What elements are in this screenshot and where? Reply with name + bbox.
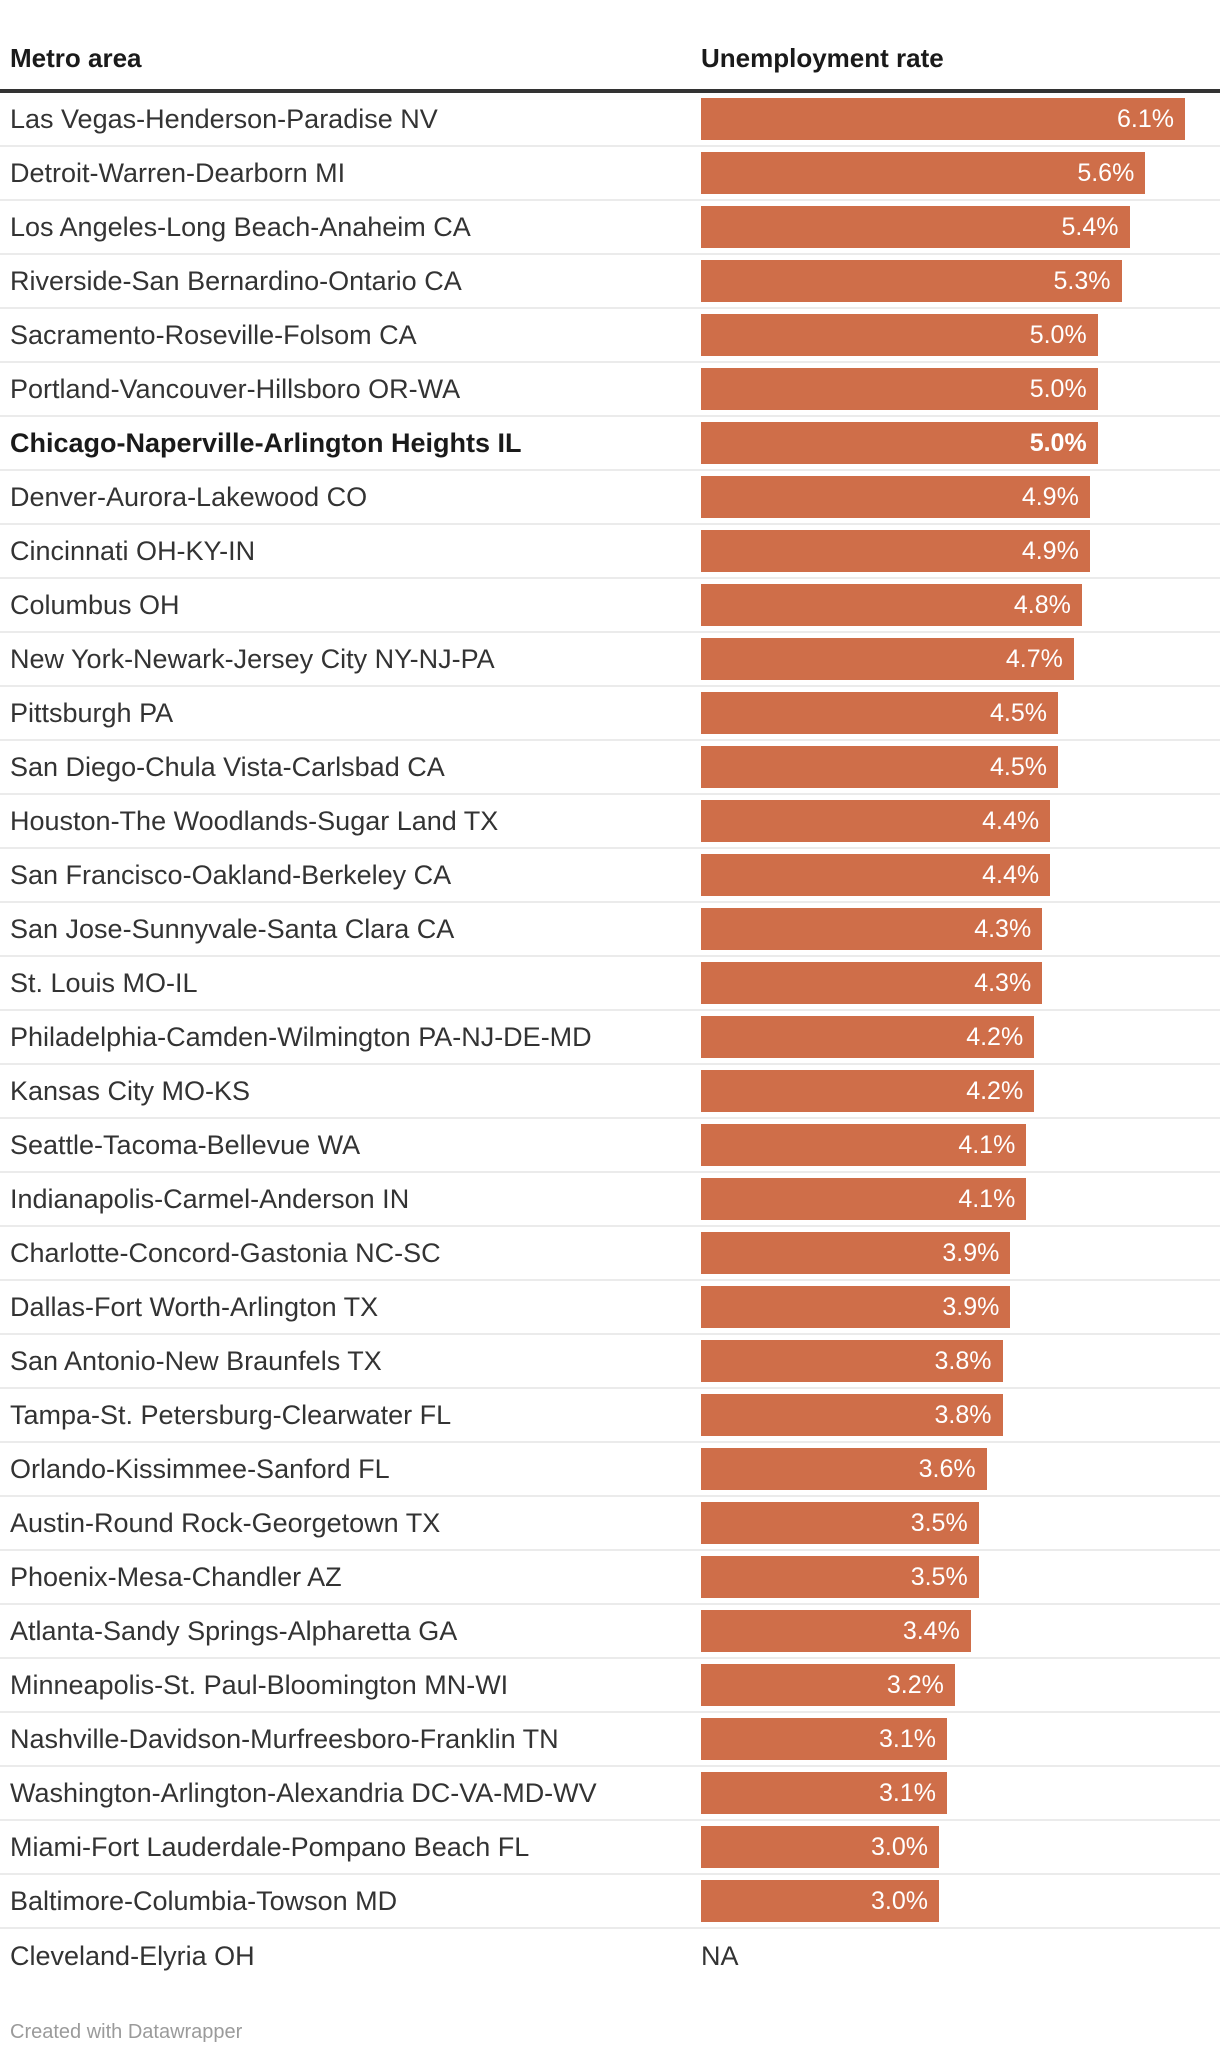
table-row [0,363,1220,417]
metro-label: Portland-Vancouver-Hillsboro OR-WA [10,373,461,404]
unemployment-bar[interactable] [701,908,1042,950]
bar-track [701,800,1220,842]
bar-value-label: 5.4% [1061,212,1119,241]
table-row [0,903,1220,957]
bar-value-label: 5.3% [1053,266,1111,295]
table-row [0,1227,1220,1281]
bar-track [701,152,1220,194]
metro-label: Seattle-Tacoma-Bellevue WA [10,1129,361,1160]
table-row [0,1335,1220,1389]
metro-label: Phoenix-Mesa-Chandler AZ [10,1561,342,1592]
unemployment-bar[interactable] [701,476,1090,518]
metro-label: Houston-The Woodlands-Sugar Land TX [10,805,499,836]
bar-track [701,1340,1220,1382]
bar-value-label: 4.9% [1021,536,1079,565]
unemployment-bar[interactable] [701,1448,987,1490]
bar-value-label: 3.0% [871,1886,928,1915]
unemployment-bar[interactable] [701,368,1098,410]
bar-track [701,260,1220,302]
table-row [0,1929,1220,1983]
metro-label: Philadelphia-Camden-Wilmington PA-NJ-DE-MD [10,1021,592,1052]
column-header-row [0,0,1220,93]
table-row [0,795,1220,849]
unemployment-bar[interactable] [701,962,1042,1004]
unemployment-bar[interactable] [701,1286,1010,1328]
na-value-label: NA [701,1940,739,1971]
table-row [0,1875,1220,1929]
metro-label: Indianapolis-Carmel-Anderson IN [10,1183,410,1214]
bar-value-label: 4.3% [974,968,1032,997]
bar-value-label: 5.0% [1029,374,1087,403]
table-row [0,687,1220,741]
col-header-unemployment-rate: Unemployment rate [701,43,944,73]
metro-label: Los Angeles-Long Beach-Anaheim CA [10,211,471,242]
bar-track [701,1880,1220,1922]
metro-label: Minneapolis-St. Paul-Bloomington MN-WI [10,1669,509,1700]
bar-track [701,1286,1220,1328]
metro-label: Miami-Fort Lauderdale-Pompano Beach FL [10,1831,530,1862]
datawrapper-attribution-link[interactable]: Created with Datawrapper [10,2021,243,2043]
bar-track [701,314,1220,356]
table-row [0,1767,1220,1821]
metro-label: Washington-Arlington-Alexandria DC-VA-MD-WV [10,1777,597,1808]
table-row [0,849,1220,903]
bar-value-label: 3.5% [910,1508,968,1537]
metro-label: Cincinnati OH-KY-IN [10,535,256,566]
metro-label: Detroit-Warren-Dearborn MI [10,157,346,188]
unemployment-bar[interactable] [701,1556,979,1598]
bar-value-label: 4.4% [982,806,1040,835]
metro-label: Riverside-San Bernardino-Ontario CA [10,265,462,296]
bar-value-label: 3.9% [942,1292,1000,1321]
table-row [0,741,1220,795]
unemployment-bar[interactable] [701,152,1145,194]
unemployment-bar[interactable] [701,800,1050,842]
table-row [0,1713,1220,1767]
table-row [0,147,1220,201]
bar-value-label: 4.2% [966,1076,1024,1105]
bar-track [701,368,1220,410]
table-row [0,1119,1220,1173]
metro-label: St. Louis MO-IL [10,967,198,998]
bar-track [701,584,1220,626]
bar-value-label: 4.7% [1005,644,1063,673]
metro-label: Sacramento-Roseville-Folsom CA [10,319,417,350]
bar-track [701,1935,1220,1977]
bar-track [701,1610,1220,1652]
unemployment-bar[interactable] [701,206,1130,248]
unemployment-bar[interactable] [701,1826,939,1868]
metro-label: Pittsburgh PA [10,697,174,728]
bar-value-label: 4.9% [1021,482,1079,511]
chart-rows [0,93,1220,1983]
bar-track [701,422,1220,464]
bar-value-label: 3.5% [910,1562,968,1591]
table-row [0,1605,1220,1659]
unemployment-bar[interactable] [701,746,1058,788]
table-row [0,633,1220,687]
bar-value-label: 3.0% [871,1832,928,1861]
bar-track [701,1448,1220,1490]
bar-value-label: 3.8% [934,1346,992,1375]
metro-label: Cleveland-Elyria OH [10,1940,255,1971]
metro-label: Orlando-Kissimmee-Sanford FL [10,1453,390,1484]
unemployment-bar[interactable] [701,1070,1034,1112]
unemployment-bar[interactable] [701,260,1122,302]
bar-value-label: 4.5% [990,752,1047,781]
metro-label: Las Vegas-Henderson-Paradise NV [10,103,438,134]
metro-label: Columbus OH [10,589,180,620]
table-row [0,957,1220,1011]
bar-track [701,962,1220,1004]
unemployment-bar[interactable] [701,584,1082,626]
table-row [0,1011,1220,1065]
unemployment-bar[interactable] [701,1664,955,1706]
table-row [0,525,1220,579]
metro-label: San Francisco-Oakland-Berkeley CA [10,859,452,890]
bar-track [701,1556,1220,1598]
metro-label: Atlanta-Sandy Springs-Alpharetta GA [10,1615,458,1646]
bar-value-label: 5.0% [1029,428,1087,457]
unemployment-bar[interactable] [701,1340,1003,1382]
table-row [0,1659,1220,1713]
bar-track [701,1394,1220,1436]
bar-value-label: 4.8% [1013,590,1071,619]
bar-track [701,1718,1220,1760]
bar-track [701,1124,1220,1166]
bar-track [701,908,1220,950]
unemployment-bar[interactable] [701,1124,1026,1166]
metro-label: New York-Newark-Jersey City NY-NJ-PA [10,643,495,674]
unemployment-bar[interactable] [701,1610,971,1652]
unemployment-bar[interactable] [701,1772,947,1814]
unemployment-bar[interactable] [701,530,1090,572]
table-row [0,1173,1220,1227]
unemployment-bar[interactable] [701,692,1058,734]
bar-track [701,1178,1220,1220]
bar-track [701,1664,1220,1706]
table-row [0,417,1220,471]
bar-track [701,1502,1220,1544]
unemployment-bar[interactable] [701,1178,1026,1220]
metro-label: Chicago-Naperville-Arlington Heights IL [10,427,522,458]
bar-value-label: 3.4% [902,1616,960,1645]
table-row [0,1443,1220,1497]
bar-track [701,1772,1220,1814]
metro-label: Austin-Round Rock-Georgetown TX [10,1507,441,1538]
table-row [0,93,1220,147]
bar-value-label: 4.1% [958,1130,1016,1159]
metro-label: San Antonio-New Braunfels TX [10,1345,382,1376]
bar-track [701,476,1220,518]
table-row [0,201,1220,255]
unemployment-bar[interactable] [701,422,1098,464]
bar-track [701,638,1220,680]
unemployment-bar[interactable] [701,1394,1003,1436]
bar-value-label: 5.0% [1029,320,1087,349]
metro-label: Tampa-St. Petersburg-Clearwater FL [10,1399,452,1430]
table-row [0,255,1220,309]
table-row [0,1821,1220,1875]
bar-value-label: 3.1% [879,1724,936,1753]
bar-track [701,746,1220,788]
bar-track [701,1232,1220,1274]
bar-value-label: 3.6% [918,1454,976,1483]
metro-label: Denver-Aurora-Lakewood CO [10,481,368,512]
table-row [0,471,1220,525]
unemployment-bar[interactable] [701,98,1185,140]
col-header-metro-area: Metro area [10,43,142,73]
bar-value-label: 4.5% [990,698,1047,727]
table-row [0,1497,1220,1551]
bar-value-label: 4.2% [966,1022,1024,1051]
bar-value-label: 3.8% [934,1400,992,1429]
bar-track [701,1016,1220,1058]
metro-label: Kansas City MO-KS [10,1075,251,1106]
table-row [0,579,1220,633]
metro-label: Nashville-Davidson-Murfreesboro-Franklin TN [10,1723,559,1754]
metro-label: San Jose-Sunnyvale-Santa Clara CA [10,913,455,944]
table-row [0,1281,1220,1335]
bar-value-label: 4.3% [974,914,1032,943]
unemployment-bar[interactable] [701,1502,979,1544]
table-row [0,309,1220,363]
table-row [0,1551,1220,1605]
bar-track [701,692,1220,734]
unemployment-bar[interactable] [701,854,1050,896]
unemployment-bar[interactable] [701,1718,947,1760]
bar-value-label: 3.1% [879,1778,936,1807]
metro-label: San Diego-Chula Vista-Carlsbad CA [10,751,445,782]
bar-track [701,98,1220,140]
bar-value-label: 3.2% [886,1670,944,1699]
bar-value-label: 6.1% [1117,104,1174,133]
bar-track [701,1826,1220,1868]
metro-label: Dallas-Fort Worth-Arlington TX [10,1291,379,1322]
bar-track [701,1070,1220,1112]
bar-value-label: 4.4% [982,860,1040,889]
unemployment-bar[interactable] [701,1880,939,1922]
unemployment-bar[interactable] [701,1232,1010,1274]
bar-value-label: 3.9% [942,1238,1000,1267]
table-row [0,1065,1220,1119]
bar-track [701,530,1220,572]
metro-label: Charlotte-Concord-Gastonia NC-SC [10,1237,441,1268]
table-row [0,1389,1220,1443]
metro-label: Baltimore-Columbia-Towson MD [10,1885,398,1916]
bar-value-label: 4.1% [958,1184,1016,1213]
bar-value-label: 5.6% [1077,158,1135,187]
unemployment-bar[interactable] [701,1016,1034,1058]
bar-track [701,206,1220,248]
unemployment-bar[interactable] [701,314,1098,356]
unemployment-bar[interactable] [701,638,1074,680]
bar-track [701,854,1220,896]
